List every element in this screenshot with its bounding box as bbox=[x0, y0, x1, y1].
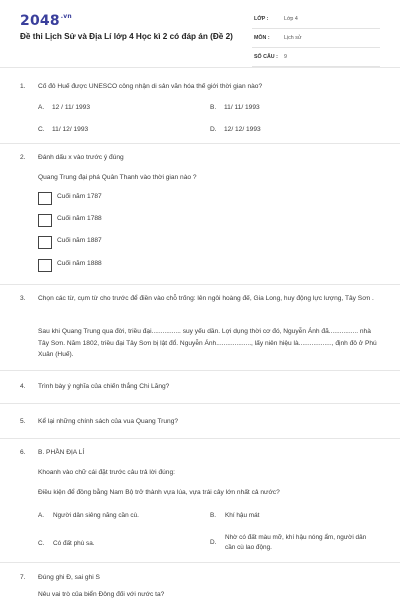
meta-value: Lớp 4 bbox=[284, 16, 298, 22]
option-d[interactable] bbox=[210, 533, 380, 555]
meta-label: MÔN : bbox=[254, 35, 270, 41]
question-number: 2. bbox=[20, 154, 26, 161]
option-letter: C. bbox=[38, 540, 45, 547]
meta-value: 9 bbox=[284, 54, 287, 60]
question-text: Chọn các từ, cụm từ cho trước để điền vào chỗ trống: lên ngôi hoàng đế, Gia Long, huy động lực lượng, Tây Sơn . bbox=[38, 295, 374, 302]
question-text: Cố đô Huế được UNESCO công nhận di sản văn hóa thế giới thời gian nào? bbox=[38, 83, 263, 90]
option-text: 11/ 12/ 1993 bbox=[52, 126, 89, 133]
question-text: Kể lại những chính sách của vua Quang Trung? bbox=[38, 418, 179, 425]
question-subtext: Quang Trung đại phá Quân Thanh vào thời gian nào ? bbox=[38, 174, 197, 181]
option-letter: A. bbox=[38, 104, 45, 111]
meta-row-class bbox=[252, 14, 380, 29]
document-title: Đề thi Lịch Sử và Địa Lí lớp 4 Học kì 2 có đáp án (Đề 2) bbox=[20, 32, 233, 41]
question-number: 5. bbox=[20, 418, 26, 425]
question-number: 4. bbox=[20, 383, 26, 390]
choice-label: Cuối năm 1788 bbox=[57, 215, 102, 222]
checkbox[interactable] bbox=[38, 259, 52, 272]
option-letter: B. bbox=[210, 104, 217, 111]
option-letter: D. bbox=[210, 539, 217, 546]
question-divider bbox=[0, 143, 400, 144]
option-text: Có đất phù sa. bbox=[53, 540, 95, 547]
meta-row-count bbox=[252, 52, 380, 67]
meta-value: Lịch sử bbox=[284, 35, 302, 41]
option-a[interactable] bbox=[38, 102, 90, 113]
question-number: 6. bbox=[20, 449, 26, 456]
logo-text: 2048 bbox=[20, 13, 60, 29]
site-logo[interactable] bbox=[20, 13, 72, 29]
header-divider bbox=[0, 67, 400, 68]
option-text: 11/ 11/ 1993 bbox=[224, 104, 260, 111]
checkbox[interactable] bbox=[38, 214, 52, 227]
option-c[interactable] bbox=[38, 539, 198, 549]
option-d[interactable] bbox=[210, 124, 261, 135]
choice-label: Cuối năm 1787 bbox=[57, 193, 102, 200]
question-divider bbox=[0, 370, 400, 371]
question-text: Đúng ghi Đ, sai ghi S bbox=[38, 574, 100, 581]
meta-label: LỚP : bbox=[254, 16, 269, 22]
question-number: 1. bbox=[20, 83, 26, 90]
question-number: 7. bbox=[20, 574, 26, 581]
option-a[interactable] bbox=[38, 511, 198, 521]
meta-row-subject bbox=[252, 33, 380, 48]
option-b[interactable] bbox=[210, 102, 260, 113]
question-divider bbox=[0, 438, 400, 439]
option-text: Nhờ có đất màu mỡ, khí hậu nóng ẩm, người dân cần cù lao động. bbox=[225, 534, 367, 551]
option-letter: A. bbox=[38, 512, 45, 519]
question-instruction: Khoanh vào chữ cái đặt trước câu trả lời đúng: bbox=[38, 469, 175, 476]
choice-label: Cuối năm 1887 bbox=[57, 237, 102, 244]
option-b[interactable] bbox=[210, 511, 380, 521]
option-text: 12/ 12/ 1993 bbox=[224, 126, 261, 133]
option-letter: C. bbox=[38, 126, 45, 133]
logo-suffix: .vn bbox=[60, 13, 72, 20]
option-text: 12 / 11/ 1993 bbox=[52, 104, 91, 111]
checkbox[interactable] bbox=[38, 192, 52, 205]
question-text: Trình bày ý nghĩa của chiến thắng Chi Lăng? bbox=[38, 383, 170, 390]
question-text: Đánh dấu x vào trước ý đúng bbox=[38, 154, 124, 161]
option-c[interactable] bbox=[38, 124, 88, 135]
option-letter: D. bbox=[210, 126, 217, 133]
checkbox[interactable] bbox=[38, 236, 52, 249]
exam-meta-panel bbox=[252, 14, 380, 71]
option-text: Người dân siêng năng cần cù. bbox=[53, 512, 139, 519]
choice-label: Cuối năm 1888 bbox=[57, 260, 102, 267]
option-text: Khí hậu mát bbox=[225, 512, 260, 519]
meta-label: SỐ CÂU : bbox=[254, 54, 278, 60]
question-divider bbox=[0, 403, 400, 404]
question-text: B. PHẦN ĐỊA LÍ bbox=[38, 449, 85, 456]
option-letter: B. bbox=[210, 512, 217, 519]
question-divider bbox=[0, 562, 400, 563]
question-subtext: Nêu vai trò của biển Đông đối với nước ta? bbox=[38, 591, 165, 598]
question-subtext: Điều kiện để đồng bằng Nam Bộ trở thành vựa lúa, vựa trái cây lớn nhất cả nước? bbox=[38, 489, 280, 496]
question-divider bbox=[0, 284, 400, 285]
question-number: 3. bbox=[20, 295, 26, 302]
question-passage: Sau khi Quang Trung qua đời, triều đại................ suy yếu dần. Lợi dụng thời cơ đó, Nguyễn Ánh đã................ nhà Tây Sơn. Năm 1802, triều đại Tây Sơn bị lật đổ. Nguyễn Ánh..................., lấy niên hiệu là.................., định đô ở Phú Xuân (Huế). bbox=[38, 328, 377, 358]
